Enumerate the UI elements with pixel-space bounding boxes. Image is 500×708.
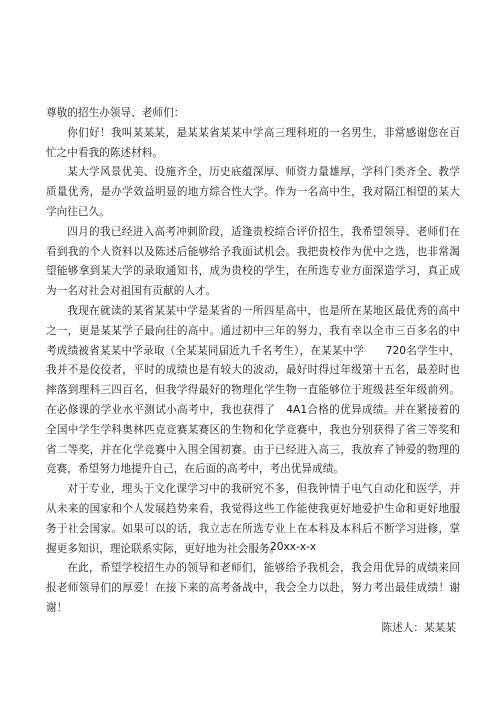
- paragraph-application: 四月的我已经进入高考冲刺阶段，适逢贵校综合评价招生，我希望领导、老师们在看到我的个人资料以及陈述后能够给予我面试机会。我把贵校作为优中之选，也非常渴望能够拿到某大学的录取通知书，成为贵校的学生，在所选专业方面深造学习，真正成为一名对社会对祖国有贡献的人才。: [46, 225, 460, 298]
- paragraph-closing: 在此，希望学校招生办的领导和老师们，能够给予我机会，我会用优异的成绩来回报老师领导们的厚爱！在接下来的高考备战中，我会全力以赴，努力考出最佳成绩！谢谢！: [46, 562, 460, 614]
- letter-date: 20xx-x-x: [270, 541, 317, 553]
- signature: 陈述人：某某某: [381, 621, 456, 634]
- statement-letter: [46, 104, 460, 639]
- paragraph-school-record: 我现在就读的某省某某中学是某省的一所四星高中，也是所在某地区最优秀的高中之一，更是某某学子最向往的高中。通过初中三年的努力，我有幸以全市三百多名的中考成绩被省某某中学录取（全某某同届近九千名考生），在某某中学 720名学生中，我并不是佼佼者，平时的成绩也是有较大的波动，最好时得过年级第十五名，最差时也摔落到理科三四百名，但我学得最好的物理化学生物一直能够位于班级甚至年级前列。在必修课的学业水平测试小高考中，我也获得了 4A1合格的优异成绩。并在紧接着的全国中学生学科奥林匹克竞赛某赛区的生物和化学竞赛中，我也分别获得了省三等奖和省二等奖，并在化学竞赛中入围全国初赛。由于已经进入高三，我放弃了钟爱的物理的竞赛，希望努力地提升自己，在后面的高考中，考出优异成绩。: [46, 304, 460, 476]
- paragraph-greeting: 你们好！我叫某某某，是某某省某某中学高三理科班的一名男生，非常感谢您在百忙之中看我的陈述材料。: [46, 126, 460, 159]
- paragraph-university: 某大学风景优美、设施齐全，历史底蕴深厚、师资力量雄厚，学科门类齐全、教学质量优秀，是办学效益明显的地方综合性大学。作为一名高中生，我对隔江相望的某大学向往已久。: [46, 166, 460, 218]
- salutation: 尊敬的招生办领导、老师们：: [46, 107, 185, 119]
- paragraph-major: 对于专业，埋头于文化课学习中的我研究不多，但我钟情于电气自动化和医学，并从未来的国家和个人发展趋势来看，我觉得这些工作能使我更好地爱护生命和更好地服务于社会国家。如果可以的话，我立志在所选专业上在本科及本科后不断学习进修，掌握更多知识，理论联系实际，更好地为社会服务。: [46, 483, 460, 555]
